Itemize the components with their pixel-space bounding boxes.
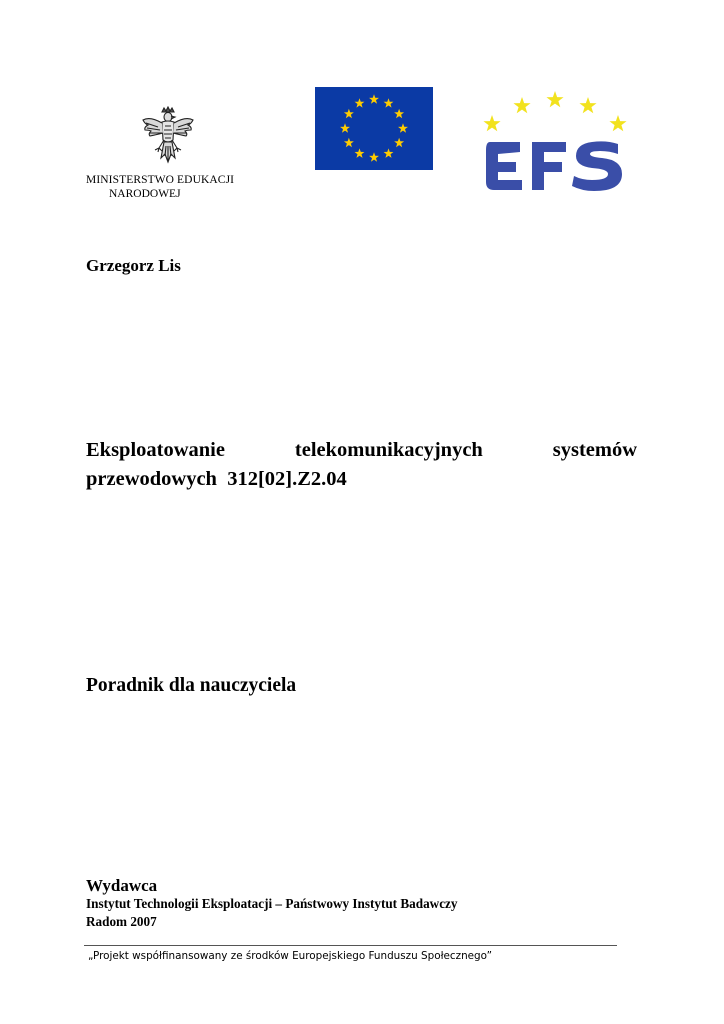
eu-star-icon [344,109,354,118]
publisher-label: Wydawca [86,876,158,895]
efs-star-icon [546,91,563,107]
eu-star-icon [355,148,365,157]
eu-star-icon [394,138,404,147]
footer-note: „Projekt współfinansowany ze środków Europejskiego Funduszu Społecznego” [88,950,493,962]
efs-star-icon [483,115,500,131]
polish-eagle-emblem-icon [140,106,196,166]
document-subtitle: Poradnik dla nauczyciela [86,675,297,696]
eu-star-icon [398,123,408,132]
title-word: telekomunikacyjnych [294,439,483,461]
eu-star-icon [369,94,379,103]
footer-divider [84,945,617,946]
efs-star-icon [513,97,530,113]
eu-flag-icon [315,87,433,170]
publisher-name: Instytut Technologii Eksploatacji – Państwowy Instytut Badawczy [86,896,458,911]
publisher-place-year: Radom 2007 [86,914,157,929]
author-name: Grzegorz Lis [86,256,181,275]
title-word: systemów [552,439,637,461]
eu-star-icon [344,138,354,147]
ministry-name-line2: NARODOWEJ [109,188,181,200]
eu-star-icon [394,109,404,118]
ministry-name-line1: MINISTERSTWO EDUKACJI [86,174,235,186]
title-line1 [86,436,637,465]
title-line2: przewodowych 312[02].Z2.04 [86,468,347,490]
eu-star-icon [384,148,394,157]
eu-star-icon [340,123,350,132]
eu-star-icon [355,98,365,107]
eu-star-icon [369,152,379,161]
efs-star-icon [579,97,596,113]
efs-star-icon [609,115,626,131]
document-title [86,436,637,494]
eu-star-icon [384,98,394,107]
efs-logo-icon [476,90,636,200]
title-word: Eksploatowanie [86,439,225,461]
